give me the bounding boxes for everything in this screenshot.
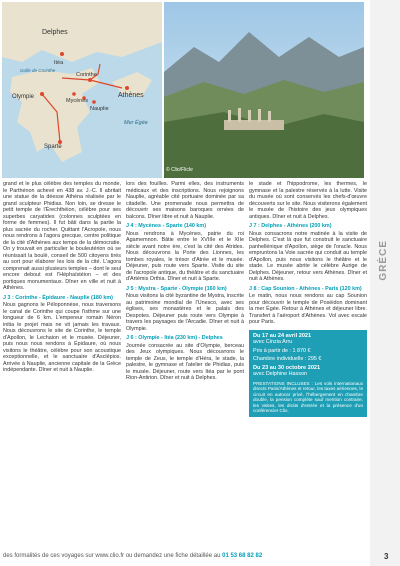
map-label-corinthe: Corinthe [76,72,97,78]
day-6-title: J 6 : Olympie - Itéa (230 km) - Delphes [126,335,223,341]
map-illustration [2,2,162,178]
page-number: 3 [384,552,389,561]
day-5-text: Nous visitons la cité byzantine de Mystra, inscrite au patrimoine mondial de l'Unesco, avec ses églises, ses monastères et le palais des Despotes. Déjeuner puis route vers Olympie à travers les paysages de l'Arcadie. Dîner et nuit à Olympie. [126,293,244,332]
day-3-title: J 3 : Corinthe - Épidaure - Nauplie (180 km) [3,294,113,301]
map-label-nauplie: Nauplie [90,106,109,112]
paragraph: le stade et l'hippodrome, les thermes, le gymnase et la palestre réservés à la lutte. Visite du musée où sont conservés les chefs-d'œuvre découverts sur le site. Nous visiterons également le musée de l'histoire des jeux olympiques antiques. Dîner et nuit à Delphes. [249,181,367,220]
map-label-golfe: Golfe de Corinthe [20,68,56,73]
footer [3,553,363,559]
dates-prices-box [249,330,367,418]
map-label-mycenes: Mycènes [66,98,89,104]
price: Prix à partir de : 1 870 € [253,347,311,354]
map-label-olympie: Olympie [12,94,35,100]
phone-number[interactable]: 01 53 68 82 82 [222,553,263,559]
day-6-text: Journée consacrée au site d'Olympie, berceau des Jeux olympiques. Nous découvrons le temple de Zeus, le temple d'Héra, le stade, la palestre, le gymnase et l'atelier de Phidias, puis le musée. Déjeuner, route vers Itéa par le pont Rion-Antirion. Dîner et nuit à Delphes. [126,342,244,381]
delphi-landscape-image [164,2,364,178]
paragraph: grand et le plus célèbre des temples du monde, le Parthénon achevé en 438 av. J.-C. Il abritait une statue de la déesse Athéna réalisée par le grand sculpteur Phidias. Non loin, se dresse le petit temple de l'Érechthéion, célèbre pour ses superbes caryatides (colonnes sculptées en forme de femmes). Il fut bâti dans la partie la plus sacrée du rocher. Quittant l'Acropole, nous nous rendrons à l'agora grecque, centre politique de la cité d'Athènes aux temps de la démocratie. On y trouvait en particulier le bouleutérion où se réunissait la boulè, conseil de 500 citoyens tirés au sort pour élaborer les lois de la cité. L'agora comprenait aussi plusieurs temples – dont le seul encore debout est l'Héphaïstéion – et des portiques monumentaux. Dîner en ville et nuit à Athènes. [3,181,121,291]
day-5-title: J 5 : Mystra - Sparte - Olympie (160 km) [126,285,227,292]
country-label: GRÈCE [378,240,389,281]
text-column-2 [126,181,244,385]
text-column-1 [3,181,121,377]
day-4-title: J 4 : Mycènes - Sparte (140 km) [126,223,206,229]
photo-credit: © Clio/Flickr [166,167,194,173]
side-strip [370,0,400,566]
day-4-text: Nous rendrons à Mycènes, patrie du roi Agamemnon. Bâtie entre le XVIIIe et le XIIe siècle avant notre ère, c'est la cité des Atrides. Nous découvrons la Porte des Lionnes, les tombes royales, le trésor d'Atrée et le musée. Déjeuner, puis route vers Sparte. Visite du site de l'acropole antique, du théâtre et du sanctuaire d'Artémis Orthia. Dîner et nuit à Sparte. [126,230,244,282]
departure-date-2: Du 23 au 30 octobre 2021 [253,364,321,371]
guide-1: avec Cinzia Arru [253,339,293,345]
footer-text: des formalités de ces voyages sur www.clio.fr ou demandez une fiche détaillée au [3,553,223,559]
map-label-sparte: Sparte [44,144,62,150]
day-7-text: Nous consacrons notre matinée à la visite de Delphes. C'est là que fut construit le sanctuaire panhellénique d'Apollon, siège de l'oracle. Nous empruntons la Voie sacrée qui conduit au temple d'Apollon, puis nous visitons le théâtre et le stade. Le musée abrite le célèbre Aurige de Delphes. Déjeuner, retour vers Athènes. Dîner et nuit à Athènes. [249,230,367,282]
map-label-itea: Itéa [54,60,64,66]
single-supplement: Chambre individuelle : 295 € [253,356,322,362]
landscape-photo [164,2,364,178]
map-label-athenes: Athènes [118,92,144,99]
departure-date-1: Du 17 au 24 avril 2021 [253,332,312,339]
text-column-3 [249,181,367,417]
greece-map [2,2,162,178]
guide-2: avec Delphine Hasson [253,371,307,377]
map-label-mer-egee: Mer Égée [124,120,148,126]
included-services: PRESTATIONS INCLUSES : Les vols internationaux directs Paris/Athènes et retour, les taxes aériennes, le circuit en autocar privé, l'hébergement en chambre double, la pension complète sauf mention contraire, les visites, les droits d'entrée et la présence d'un conférencier Clio. [253,380,363,414]
map-label-delphes: Delphes [42,29,68,36]
day-8-text: Le matin, nous nous rendons au cap Sounion pour découvrir le temple de Poséidon dominant la mer Égée. Retour à Athènes et déjeuner libre. Transfert à l'aéroport d'Athènes. Vol avec escale pour Paris. [249,293,367,325]
day-8-title: J 8 : Cap Sounion - Athènes - Paris (120 km) [249,285,362,292]
paragraph: lors des fouilles. Parmi elles, des instruments médicaux et des inscriptions. Nous rejoignons Nauplie, agréable cité portuaire dominée par sa citadelle. Une promenade nous permettra de découvrir ses maisons baroques ornées de balcons. Dîner libre et nuit à Nauplie. [126,181,244,220]
day-7-title: J 7 : Delphes - Athènes (200 km) [249,223,332,229]
day-3-text: Nous gagnons le Péloponnèse, nous traversons le canal de Corinthe qui coupe l'isthme sur une longueur de 6 km. L'empereur romain Néron initia le projet mais ne vit jamais les travaux. Nous découvrons le site de Corinthe, le temple d'Apollon, le Lechaion et le musée. Déjeuner, puis nous nous rendons à Épidaure, où nous visitons le théâtre, célèbre pour son acoustique exceptionnelle, et le sanctuaire d'Asclépios. Arrivée à Nauplie, ancienne capitale de la Grèce indépendante. Dîner et nuit à Nauplie. [3,302,121,373]
